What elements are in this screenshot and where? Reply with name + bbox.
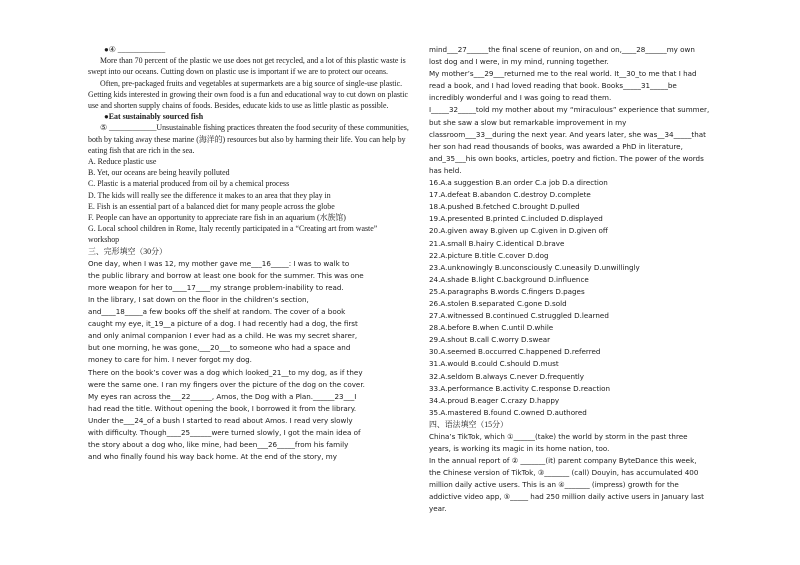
choice-32: 32.A.seldom B.always C.never D.frequently	[429, 371, 585, 381]
story-line: more weapon for her to____17____my strange problem-inability to read.	[88, 282, 344, 292]
story-line: has held.	[429, 165, 462, 175]
story-line: and who finally found his way back home. At the end of the story, my	[88, 452, 337, 462]
choice-20: 20.A.given away B.given up C.given in D.given off	[429, 226, 608, 236]
choice-30: 30.A.seemed B.occurred C.happened D.referred	[429, 347, 601, 357]
heading-fish: ●Eat sustainably sourced fish	[104, 112, 204, 122]
option-e: E. Fish is an essential part of a balanced diet for many people across the globe	[88, 201, 335, 211]
story-line: the story about a dog who, like mine, had been___26_____from his family	[88, 440, 349, 450]
section-4-title: 四、语法填空（15分）	[429, 419, 508, 429]
story-line: and only animal companion I ever had as a child. He was my secret sharer,	[88, 331, 358, 341]
grammar-line: addictive video app, ⑤_____ had 250 million daily active users in January last	[429, 492, 704, 502]
story-line: lost dog and I were, in my mind, running together.	[429, 57, 609, 67]
story-line: My eyes ran across the___22______, Amos, the Dog with a Plan.______23___I	[88, 391, 357, 401]
story-line: but one morning, he was gone,___20___to someone who had a space and	[88, 343, 351, 353]
choice-21: 21.A.small B.hairy C.identical D.brave	[429, 238, 565, 248]
left-column	[88, 44, 410, 463]
choice-29: 29.A.shout B.call C.worry D.swear	[429, 335, 551, 345]
option-a: A. Reduce plastic use	[88, 157, 157, 167]
story-line: I_____32_____told my mother about my “miraculous” experience that summer,	[429, 105, 710, 115]
story-line: money to care for him. I never forgot my dog.	[88, 355, 252, 365]
grammar-line: year.	[429, 504, 447, 514]
option-b: B. Yet, our oceans are being heavily polluted	[88, 168, 230, 178]
story-line: but she saw a slow but remarkable improvement in my	[429, 117, 627, 127]
choice-19: 19.A.presented B.printed C.included D.displayed	[429, 214, 603, 224]
story-line: the public library and borrow at least one book for the summer. This was one	[88, 270, 364, 280]
choice-24: 24.A.shade B.light C.background D.influence	[429, 274, 589, 284]
paragraph-fish: ⑤ ____________Unsustainable fishing practices threaten the food security of these communities, both by taking away these marine (海洋的) resources but also by harming their life. You can help by eating fish that are rich in the sea.	[88, 123, 409, 155]
story-line: and____18_____a few books off the shelf at random. The cover of a book	[88, 307, 346, 317]
option-list	[88, 156, 410, 246]
story-line: Under the___24_of a bush I started to read about Amos. I read very slowly	[88, 415, 353, 425]
story-line: and_35___his own books, articles, poetry and fiction. The power of the words	[429, 153, 704, 163]
story-line: incredibly wonderful and I was going to read them.	[429, 93, 612, 103]
story-line: with difficulty. Though____25______were turned slowly, I got the main idea of	[88, 427, 361, 437]
choice-25: 25.A.paragraphs B.words C.fingers D.pages	[429, 286, 585, 296]
story-line: There on the book’s cover was a dog which looked_21__to my dog, as if they	[88, 367, 363, 377]
cloze-choices	[429, 177, 785, 419]
choice-33: 33.A.performance B.activity C.response D.reaction	[429, 383, 611, 393]
choice-28: 28.A.before B.when C.until D.while	[429, 323, 554, 333]
choice-35: 35.A.mastered B.found C.owned D.authored	[429, 407, 587, 417]
paragraph-plastic: More than 70 percent of the plastic we use does not get recycled, and a lot of this plastic waste is swept into our oceans. Cutting down on plastic use is important if we are to protect our oceans.	[88, 56, 406, 77]
grammar-line: In the annual report of ② _______(it) parent company ByteDance this week,	[429, 456, 697, 466]
grammar-line: million daily active users. This is an ④_______ (impress) growth for the	[429, 480, 679, 490]
story-line: read a book, and I had loved reading that book. Books_____31_____be	[429, 81, 677, 91]
story-line: had read the title. Without opening the book, I borrowed it from the library.	[88, 403, 357, 413]
grammar-passage	[429, 431, 785, 516]
section-3-title: 三、完形填空（30分）	[88, 246, 167, 256]
grammar-line: years, is working its magic in its home nation, too.	[429, 444, 610, 453]
choice-26: 26.A.stolen B.separated C.gone D.sold	[429, 298, 567, 308]
choice-27: 27.A.witnessed B.continued C.struggled D.learned	[429, 311, 609, 321]
story-line: were the same one. I ran my fingers over the picture of the dog on the cover.	[88, 379, 365, 389]
grammar-line: the Chinese version of TikTok, ③_______ (call) Douyin, has accumulated 400	[429, 468, 699, 478]
right-column	[429, 44, 785, 516]
story-line: mind___27______the final scene of reunion, on and on,____28______my own	[429, 45, 695, 54]
choice-31: 31.A.would B.could C.should D.must	[429, 359, 559, 369]
story-line: her son had read thousands of books, was awarded a PhD in literature,	[429, 141, 683, 151]
story-line: One day, when I was 12, my mother gave me___16_____: I was to walk to	[88, 258, 350, 268]
choice-34: 34.A.proud B.eager C.crazy D.happy	[429, 395, 560, 405]
cloze-story-part-1	[88, 258, 410, 464]
choice-18: 18.A.pushed B.fetched C.brought D.pulled	[429, 202, 580, 212]
story-line: classroom___33__during the next year. And years later, she was__34_____that	[429, 129, 706, 139]
grammar-line: China’s TikTok, which ①______(take) the world by storm in the past three	[429, 431, 688, 441]
option-g: G. Local school children in Rome, Italy recently participated in a “Creating art from waste” workshop	[88, 224, 378, 245]
option-f: F. People can have an opportunity to appreciate rare fish in an aquarium (水族馆)	[88, 213, 346, 223]
cloze-story-part-2	[429, 44, 785, 177]
option-d: D. The kids will really see the difference it makes to an area that they play in	[88, 190, 331, 200]
passage-reading-7-5	[88, 44, 410, 246]
story-line: My mother’s___29___returned me to the real world. It__30_to me that I had	[429, 69, 697, 79]
option-c: C. Plastic is a material produced from oil by a chemical process	[88, 179, 290, 189]
story-line: In the library, I sat down on the floor in the children’s section,	[88, 294, 309, 304]
blank-4: ●④ ____________	[104, 45, 166, 54]
choice-17: 17.A.defeat B.abandon C.destroy D.complete	[429, 190, 591, 200]
choice-16: 16.A.a suggestion B.an order C.a job D.a direction	[429, 178, 608, 188]
story-line: caught my eye, it_19__a picture of a dog. I had recently had a dog, the first	[88, 319, 358, 329]
paragraph-packaged-food: Often, pre-packaged fruits and vegetables at supermarkets are a big source of single-use plastic. Getting kids interested in growing their own food is a fun and educational way to cut down on plastic use and shorten supply chains of foods. Besides, educate kids to use as little plastic as possible.	[88, 78, 408, 111]
choice-22: 22.A.picture B.title C.cover D.dog	[429, 250, 549, 260]
choice-23: 23.A.unknowingly B.unconsciously C.uneasily D.unwillingly	[429, 262, 640, 272]
